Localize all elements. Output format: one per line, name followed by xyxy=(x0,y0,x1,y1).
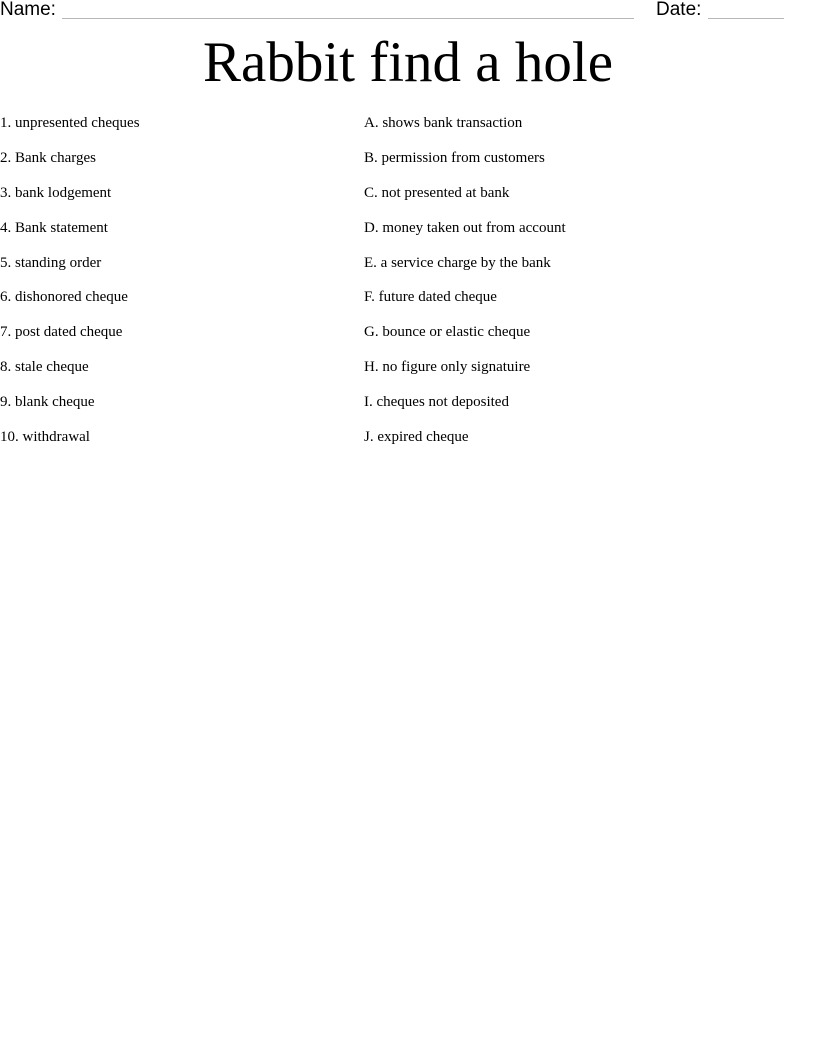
worksheet-header xyxy=(0,0,816,22)
definition-item: J. expired cheque xyxy=(364,429,469,446)
name-blank-line xyxy=(62,18,634,19)
term-item: 3. bank lodgement xyxy=(0,184,112,201)
definition-item: H. no figure only signatuire xyxy=(364,359,531,376)
term-item: 10. withdrawal xyxy=(0,429,90,446)
definition-item: A. shows bank transaction xyxy=(364,115,523,131)
definition-item: E. a service charge by the bank xyxy=(364,254,551,271)
definition-item: G. bounce or elastic cheque xyxy=(364,324,531,341)
term-item: 4. Bank statement xyxy=(0,219,108,236)
definition-item: C. not presented at bank xyxy=(364,184,510,201)
definition-item: D. money taken out from account xyxy=(364,219,566,236)
terms-column xyxy=(0,113,340,462)
worksheet-title: Rabbit find a hole xyxy=(203,31,613,94)
definition-item: F. future dated cheque xyxy=(364,289,497,306)
definition-item: I. cheques not deposited xyxy=(364,394,509,411)
term-item: 1. unpresented cheques xyxy=(0,115,140,131)
definition-item: B. permission from customers xyxy=(364,149,545,166)
term-item: 5. standing order xyxy=(0,254,102,271)
term-item: 7. post dated cheque xyxy=(0,324,123,341)
name-label: Name: xyxy=(0,0,56,20)
date-blank-line xyxy=(708,18,784,19)
term-item: 2. Bank charges xyxy=(0,149,96,166)
date-label: Date: xyxy=(656,0,702,20)
term-item: 8. stale cheque xyxy=(0,359,89,376)
term-item: 6. dishonored cheque xyxy=(0,289,128,306)
term-item: 9. blank cheque xyxy=(0,394,95,411)
definitions-column xyxy=(364,113,804,462)
